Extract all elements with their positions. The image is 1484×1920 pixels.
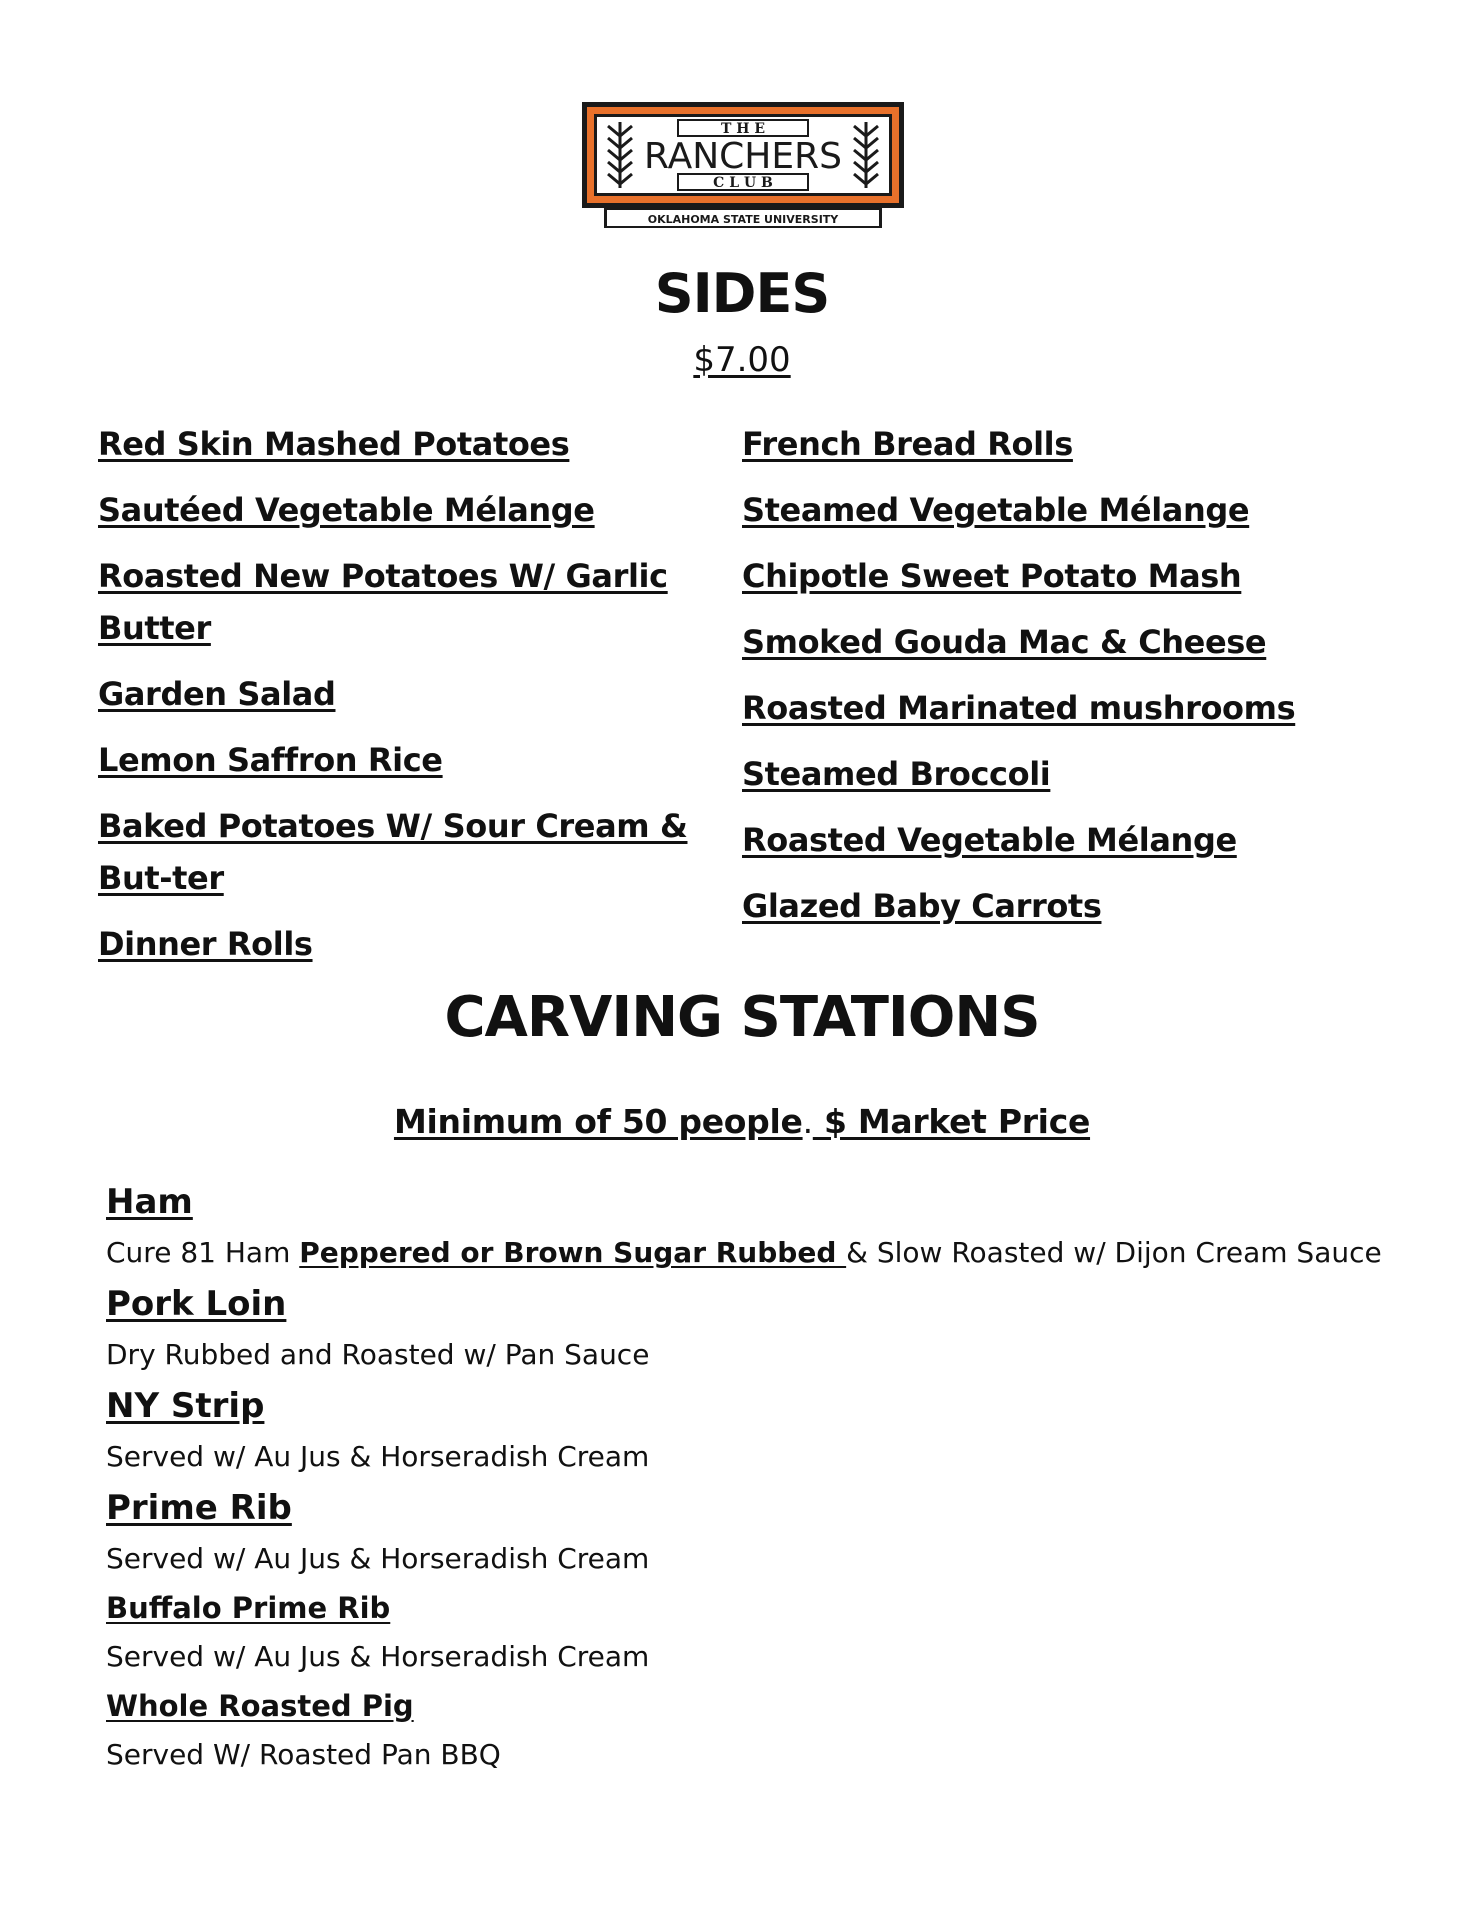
sides-left-column	[98, 418, 728, 984]
station-name: Ham	[106, 1182, 193, 1222]
carving-market-price: $ Market Price	[812, 1102, 1091, 1141]
carving-note	[0, 1102, 1484, 1141]
logo-line-the: T H E	[720, 121, 766, 137]
carving-note-dot: .	[802, 1102, 813, 1141]
station-description-pre: Cure 81 Ham	[106, 1236, 300, 1269]
ranchers-club-logo	[582, 96, 904, 230]
side-item: Chipotle Sweet Potato Mash	[742, 557, 1242, 595]
logo-graphic	[582, 96, 904, 230]
side-item: Red Skin Mashed Potatoes	[98, 425, 570, 463]
station-description: Served w/ Au Jus & Horseradish Cream	[106, 1640, 650, 1673]
sides-title: SIDES	[654, 262, 830, 325]
carving-minimum: Minimum of 50 people	[393, 1102, 803, 1141]
station-name: Buffalo Prime Rib	[106, 1591, 391, 1625]
side-item: Glazed Baby Carrots	[742, 887, 1102, 925]
side-item: Steamed Vegetable Mélange	[742, 491, 1250, 529]
carving-stations-list	[106, 1178, 1406, 1782]
side-item: Roasted New Potatoes W/ Garlic Butter	[98, 557, 668, 647]
sides-price	[0, 340, 1484, 380]
station-description: Dry Rubbed and Roasted w/ Pan Sauce	[106, 1338, 650, 1371]
side-item: Baked Potatoes W/ Sour Cream & But-ter	[98, 807, 688, 897]
station-name: Prime Rib	[106, 1488, 292, 1528]
sides-right-column	[742, 418, 1382, 946]
station-description-post: & Slow Roasted w/ Dijon Cream Sauce	[846, 1236, 1382, 1269]
logo-line-university: OKLAHOMA STATE UNIVERSITY	[647, 213, 839, 226]
station-description: Served w/ Au Jus & Horseradish Cream	[106, 1440, 650, 1473]
side-item: Sautéed Vegetable Mélange	[98, 491, 595, 529]
carving-title: CARVING STATIONS	[444, 985, 1040, 1050]
sides-price-text: $7.00	[693, 340, 791, 380]
side-item: Roasted Marinated mushrooms	[742, 689, 1296, 727]
station-description	[106, 1226, 1406, 1280]
logo-line-club: C L U B	[713, 175, 773, 191]
logo-line-ranchers: RANCHERS	[644, 136, 842, 177]
station-name: Pork Loin	[106, 1284, 287, 1324]
side-item: Garden Salad	[98, 675, 336, 713]
station-description: Served w/ Au Jus & Horseradish Cream	[106, 1542, 650, 1575]
station-name: NY Strip	[106, 1386, 265, 1426]
side-item: Smoked Gouda Mac & Cheese	[742, 623, 1267, 661]
station-description: Served W/ Roasted Pan BBQ	[106, 1738, 501, 1771]
station-name: Whole Roasted Pig	[106, 1689, 414, 1723]
side-item: French Bread Rolls	[742, 425, 1073, 463]
station-description-emphasis: Peppered or Brown Sugar Rubbed	[299, 1236, 847, 1269]
side-item: Lemon Saffron Rice	[98, 741, 443, 779]
side-item: Steamed Broccoli	[742, 755, 1051, 793]
side-item: Dinner Rolls	[98, 925, 313, 963]
side-item: Roasted Vegetable Mélange	[742, 821, 1237, 859]
